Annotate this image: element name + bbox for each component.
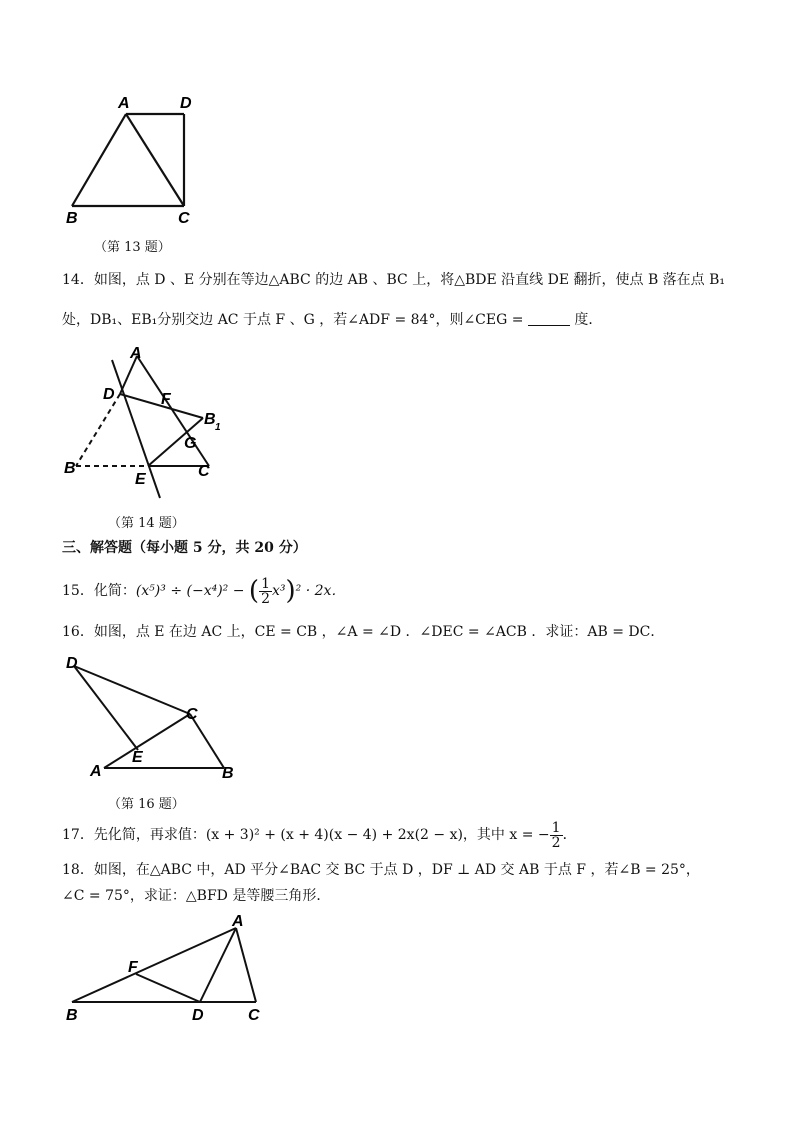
figure-14 [60,342,235,502]
paren-open: ( [248,576,260,606]
label-b: B [64,460,76,477]
q15 [62,574,345,608]
q18-line1: 18．如图，在△ABC 中，AD 平分∠BAC 交 BC 于点 D ，DF ⊥ AD 交 AB 于点 F ，若∠B = 25°， [62,862,700,878]
segment-ba [72,928,236,1002]
label-e: E [135,471,146,488]
figure-13-caption: （第 13 题） [94,240,171,255]
label-b1: B [204,411,216,428]
label-d: D [103,386,115,403]
label-b: B [66,210,78,227]
label-c: C [178,210,190,227]
label-b: B [222,765,234,782]
label-f: F [128,959,138,976]
q15-part1: (x⁵)³ ÷ (−x⁴)² − [135,583,245,599]
segment-ac [236,928,256,1002]
paren-close: ) [285,576,296,606]
q17-fraction: $\frac{1}{2}$ [551,819,561,851]
q15-part2: x³ [272,583,286,599]
label-a: A [130,345,142,362]
label-g: G [184,435,197,452]
figure-18 [60,908,280,1028]
q15-prefix: 15．化简： [62,583,136,599]
segment-ac [137,356,209,466]
q17-text: 17．先化简，再求值：(x + 3)² + (x + 4)(x − 4) + 2x(2 − x)，其中 x = − [62,827,550,843]
q14-line2 [62,310,602,330]
label-a: A [90,763,102,780]
label-c: C [198,463,210,480]
section-title: 三、解答题（每小题 5 分，共 20 分） [62,540,307,556]
q15-part3: ² · 2x． [295,583,346,599]
q15-fraction: $\frac{1}{2}$ [261,575,270,607]
segment-ad [200,928,236,1002]
segment-ac [126,114,184,206]
label-b: B [66,1007,78,1024]
segment-db-dashed [76,394,120,466]
label-f: F [161,391,171,408]
figure-14-caption: （第 14 题） [108,516,185,531]
label-e: E [132,749,143,766]
label-a: A [118,95,130,112]
q17 [62,818,577,852]
q16-text: 16．如图，点 E 在边 AC 上，CE = CB ，∠A = ∠D ．∠DEC = ∠ACB ．求证：AB = DC． [62,624,665,640]
segment-fd [136,974,200,1002]
label-d: D [192,1007,204,1024]
label-b1-subscript: 1 [215,422,221,433]
q14-line1: 14．如图，点 D 、E 分别在等边△ABC 的边 AB 、BC 上，将△BDE 沿直线 DE 翻折，使点 B 落在点 B₁ [62,272,726,288]
figure-13 [60,90,210,235]
figure-16-caption: （第 16 题） [108,797,185,812]
label-d: D [66,655,78,672]
label-c: C [248,1007,260,1024]
segment-ab [72,114,126,206]
figure-16 [60,652,250,782]
q18-line2: ∠C = 75°，求证：△BFD 是等腰三角形． [62,888,331,904]
label-c: C [186,706,198,723]
answer-blank [528,311,570,326]
label-a: A [232,913,244,930]
q17-suffix: ． [562,827,577,843]
q14-line2-text: 处，DB₁、EB₁分别交边 AC 于点 F 、G ，若∠ADF = 84°，则∠CEG = [62,312,524,328]
label-d: D [180,95,192,112]
q14-line2-unit: 度． [574,312,603,328]
